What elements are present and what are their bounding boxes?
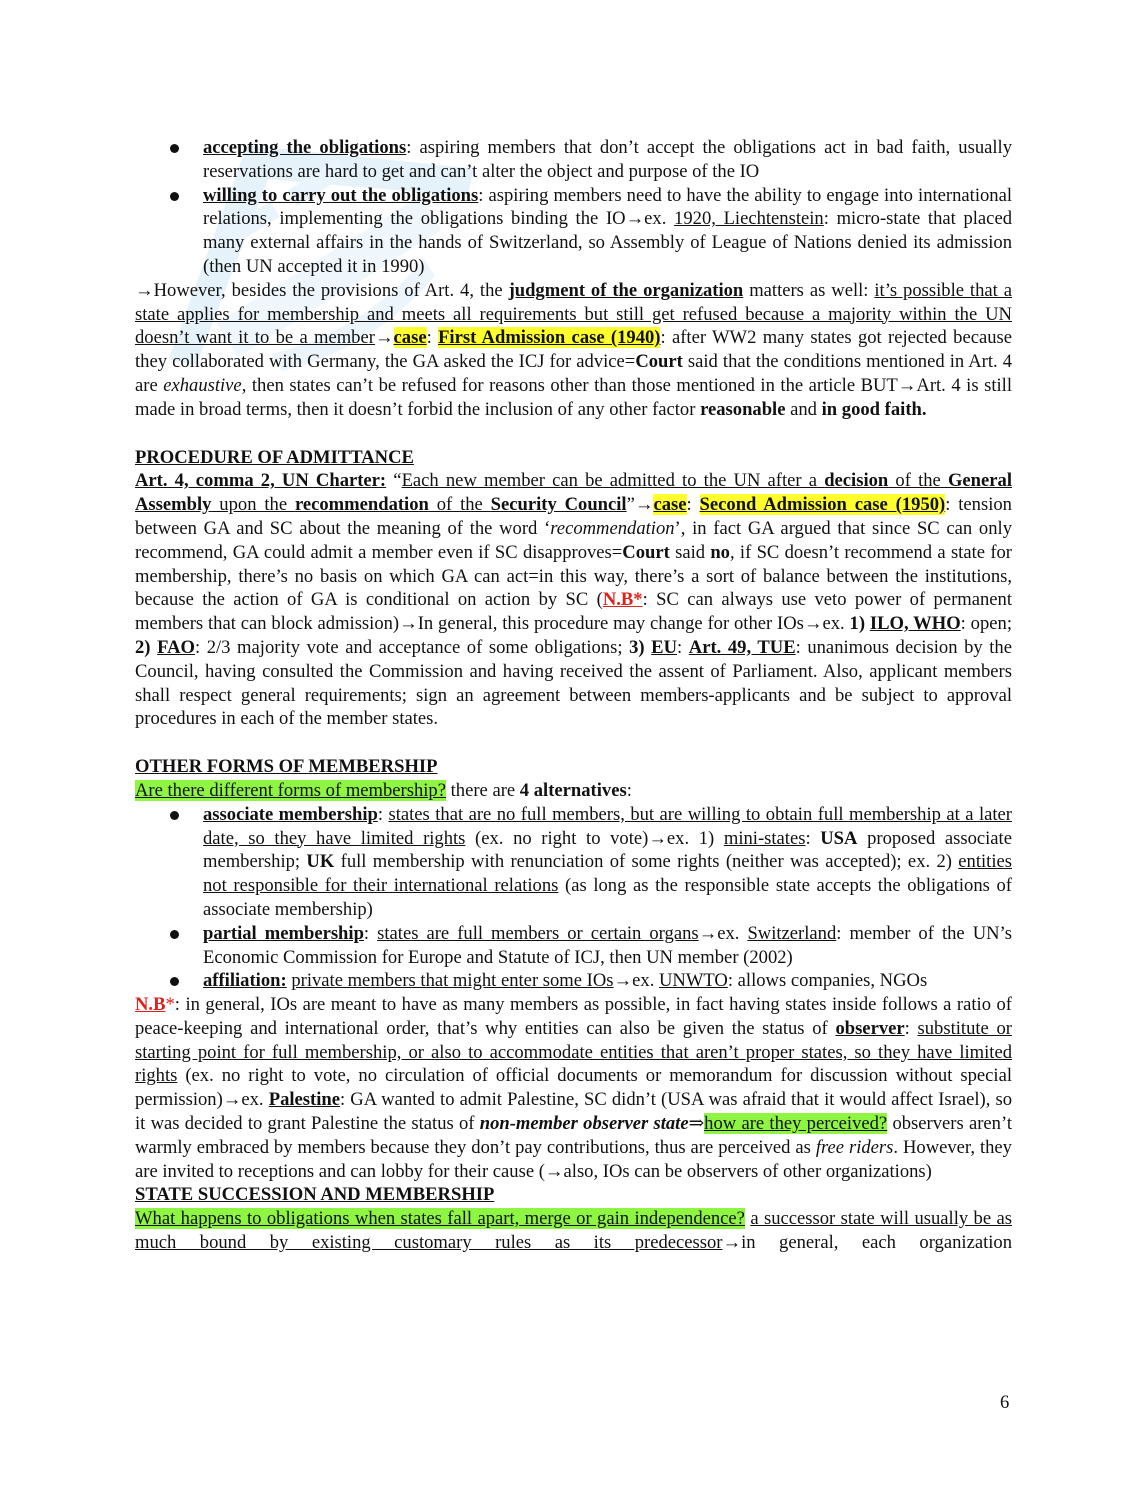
text-run: →in general, each organization xyxy=(722,1232,1012,1254)
bullet-example: 1920, Liechtenstein xyxy=(674,208,824,230)
text-run: proposed associate membership; xyxy=(203,827,1012,873)
key-term: 4 alternatives xyxy=(519,779,627,801)
nota-bene-label: N.B* xyxy=(602,589,643,611)
bullet-icon xyxy=(170,977,179,986)
text-run: full membership with renunciation of some rights (neither was accepted); ex. 2) xyxy=(334,851,959,873)
paragraph-procedure xyxy=(135,469,1012,731)
bullet-text: : aspiring members need to have the ability to engage into international relations, implementing the obligations binding the IO→ex. xyxy=(203,184,1012,230)
paragraph-observer xyxy=(135,993,1012,1183)
italic-term: free riders xyxy=(815,1136,894,1158)
organization-name: ILO, WHO xyxy=(869,613,961,635)
section-heading: OTHER FORMS OF MEMBERSHIP xyxy=(135,756,438,778)
bullet-icon xyxy=(170,192,179,201)
article-reference: Art. 49, TUE xyxy=(688,636,796,658)
italic-term: recommendation xyxy=(550,517,675,539)
text-run: : 2/3 majority vote and acceptance of some obligations; xyxy=(194,636,630,658)
document-body xyxy=(135,136,1012,1255)
key-term: Court xyxy=(622,541,670,563)
underlined-text: a successor state will usually be as much bound by existing customary rules as its predecessor xyxy=(135,1208,1012,1254)
underlined-text: states are full members or certain organs xyxy=(377,922,699,944)
bullet-text: : micro-state that placed many external affairs in the hands of Switzerland, so Assembly of League of Nations denied its admission (then UN accepted it in 1990) xyxy=(203,208,1012,277)
text-run: : xyxy=(363,922,378,944)
quote-text: of the xyxy=(428,494,491,516)
key-term: observer xyxy=(835,1017,905,1039)
organization-name: FAO xyxy=(157,636,195,658)
organization-name: EU xyxy=(651,636,678,658)
text-run: : in general, IOs are meant to have as many members as possible, in fact having states inside follows a ratio of peace-keeping and international order, that’s why entities can also be given the status of xyxy=(135,994,1012,1039)
text-run: . However, they are invited to receptions and can lobby for their cause (→also, IOs can be observers of other organizations) xyxy=(135,1136,1012,1182)
text-run: ”→ xyxy=(626,494,654,516)
list-item xyxy=(135,136,1012,184)
key-term: UK xyxy=(306,851,335,873)
text-run: : allows companies, NGOs xyxy=(727,970,928,992)
text-run: : after WW2 many states got rejected because they collaborated with Germany, the GA asked the ICJ for advice= xyxy=(135,327,1012,373)
spacer xyxy=(135,422,1012,446)
text-run: : xyxy=(426,327,439,349)
highlighted-question: What happens to obligations when states fall apart, merge or gain independence? xyxy=(135,1208,745,1230)
case-name: Second Admission case (1950) xyxy=(699,494,946,516)
list-item xyxy=(135,803,1012,922)
text-run: : xyxy=(377,803,389,825)
key-term: judgment of the organization xyxy=(508,279,744,301)
text-run: (as long as the responsible state accepts the obligations of associate membership) xyxy=(203,875,1012,920)
text-run: matters as well: xyxy=(743,279,875,301)
membership-forms-list xyxy=(135,803,1012,993)
bullet-term: accepting the obligations xyxy=(203,137,407,158)
key-term: Palestine xyxy=(268,1089,340,1111)
underlined-text: states that are no full members, but are willing to obtain full membership at a later date, so they have limited rights xyxy=(203,803,1012,849)
list-number: 1) xyxy=(849,613,866,635)
underlined-text: UNWTO xyxy=(659,970,728,992)
text-run: →ex. xyxy=(698,922,748,944)
key-term: USA xyxy=(820,827,858,849)
case-label: case xyxy=(653,494,687,516)
list-number: 2) xyxy=(135,636,151,658)
text-run: , then states can’t be refused for reasons other than those mentioned in the article BUT→Art. 4 is still made in broad terms, then it doesn’t forbid the inclusion of any other factor xyxy=(135,374,1012,420)
text-run: (ex. no right to vote)→ex. 1) xyxy=(465,827,724,849)
case-name: First Admission case (1940) xyxy=(438,327,661,349)
text-run: (ex. no right to vote, no circulation of official documents or memorandum for discussion without special permission)→ex. xyxy=(135,1065,1012,1111)
text-run: →However, besides the provisions of Art. 4, the xyxy=(135,279,509,301)
list-item xyxy=(135,184,1012,279)
paragraph-succession xyxy=(135,1207,1012,1255)
underlined-text: substitute or starting point for full membership, or also to accommodate entities that aren’t proper states, so they have limited rights xyxy=(135,1017,1012,1087)
paragraph-judgment xyxy=(135,279,1012,422)
key-term: non-member observer state xyxy=(479,1113,689,1135)
quote-text: upon the xyxy=(211,494,295,516)
bullet-text: : aspiring members that don’t accept the obligations act in bad faith, usually reservations are hard to get and can’t alter the object and purpose of the IO xyxy=(203,137,1012,182)
text-run: : tension between GA and SC about the meaning of the word ‘ xyxy=(135,494,1012,539)
quote-text: of the xyxy=(888,470,948,492)
text-run: → xyxy=(374,327,394,349)
nota-bene-star: * xyxy=(165,994,175,1016)
bullet-term: partial membership xyxy=(203,922,364,944)
underlined-text: Switzerland xyxy=(747,922,837,944)
bullet-term: associate membership xyxy=(203,803,378,825)
key-term: no xyxy=(710,541,730,563)
italic-term: exhaustive xyxy=(163,374,242,396)
section-heading: STATE SUCCESSION AND MEMBERSHIP xyxy=(135,1184,495,1206)
text-run: observers aren’t warmly embraced by members because they don’t pay contributions, thus are perceived as xyxy=(135,1113,1012,1158)
key-term: in good faith. xyxy=(821,398,927,420)
underlined-text: private members that might enter some IOs xyxy=(291,970,614,992)
page-number: 6 xyxy=(1000,1392,1010,1413)
bullet-icon xyxy=(170,930,179,939)
text-run: : SC can always use veto power of permanent members that can block admission)→In general, this procedure may change for other IOs→ex. xyxy=(135,589,1012,635)
bullet-term: willing to carry out the obligations xyxy=(203,184,479,206)
text-run: : unanimous decision by the Council, having consulted the Commission and having received the assent of Parliament. Also, applicant members shall respect general requirements; sign an agreement between members-applicants and be subject to approval procedures in each of the member states. xyxy=(135,636,1012,730)
highlighted-question: how are they perceived? xyxy=(704,1113,888,1135)
section-heading: PROCEDURE OF ADMITTANCE xyxy=(135,446,414,468)
nota-bene-label: N.B xyxy=(135,994,166,1016)
key-term: recommendation xyxy=(294,494,429,516)
highlighted-question: Are there different forms of membership? xyxy=(135,779,446,801)
obligations-bullet-list xyxy=(135,136,1012,279)
key-term: Court xyxy=(635,351,683,373)
article-reference: Art. 4, comma 2, UN Charter: xyxy=(135,470,387,492)
text-run: : GA wanted to admit Palestine, SC didn’t (USA was afraid that it would affect Israel), so it was decided to grant Palestine the status of xyxy=(135,1089,1013,1135)
spacer xyxy=(135,731,1012,755)
key-term: General Assembly xyxy=(135,470,1012,516)
text-run: said xyxy=(669,541,711,563)
text-run: : xyxy=(677,636,689,658)
text-run: : member of the UN’s Economic Commission for Europe and Statute of ICJ, then UN member (2002) xyxy=(203,922,1012,968)
list-item xyxy=(135,922,1012,970)
text-run: : xyxy=(904,1017,918,1039)
text-run: : xyxy=(626,779,632,801)
text-run: there are xyxy=(445,779,520,801)
text-run: ’, in fact GA argued that since SC can only recommend, GA could admit a member even if SC disapproves= xyxy=(135,517,1012,563)
text-run: →ex. xyxy=(613,970,659,992)
key-term: Security Council xyxy=(490,494,627,516)
key-term: reasonable xyxy=(700,398,786,420)
text-run: said that the conditions mentioned in Art. 4 are xyxy=(135,351,1012,396)
text-run: ⇒ xyxy=(688,1113,705,1135)
list-item xyxy=(135,969,1012,993)
underlined-text: mini-states xyxy=(723,827,806,849)
case-label: case xyxy=(393,327,427,349)
list-number: 3) xyxy=(629,636,645,658)
key-term: decision xyxy=(824,470,889,492)
text-run: and xyxy=(785,398,822,420)
bullet-icon xyxy=(170,144,179,153)
section-question-line xyxy=(135,779,1012,803)
text-run: : xyxy=(686,494,700,516)
bullet-icon xyxy=(170,811,179,820)
text-run: : open; xyxy=(960,613,1012,635)
text-run: , if SC doesn’t recommend a state for membership, there’s no basis on which GA can act=in this way, there’s a sort of balance between the institutions, because the action of GA is conditional on action by SC ( xyxy=(135,541,1012,611)
bullet-term: affiliation: xyxy=(203,970,287,992)
underlined-text: entities not responsible for their international relations xyxy=(203,851,1012,897)
quote-text: Each new member can be admitted to the UN after a xyxy=(401,470,825,492)
text-run: : xyxy=(805,827,821,849)
text-run: “ xyxy=(386,470,402,492)
underlined-text: it’s possible that a state applies for membership and meets all requirements but still get refused because a majority within the UN doesn’t want it to be a member xyxy=(135,279,1012,349)
